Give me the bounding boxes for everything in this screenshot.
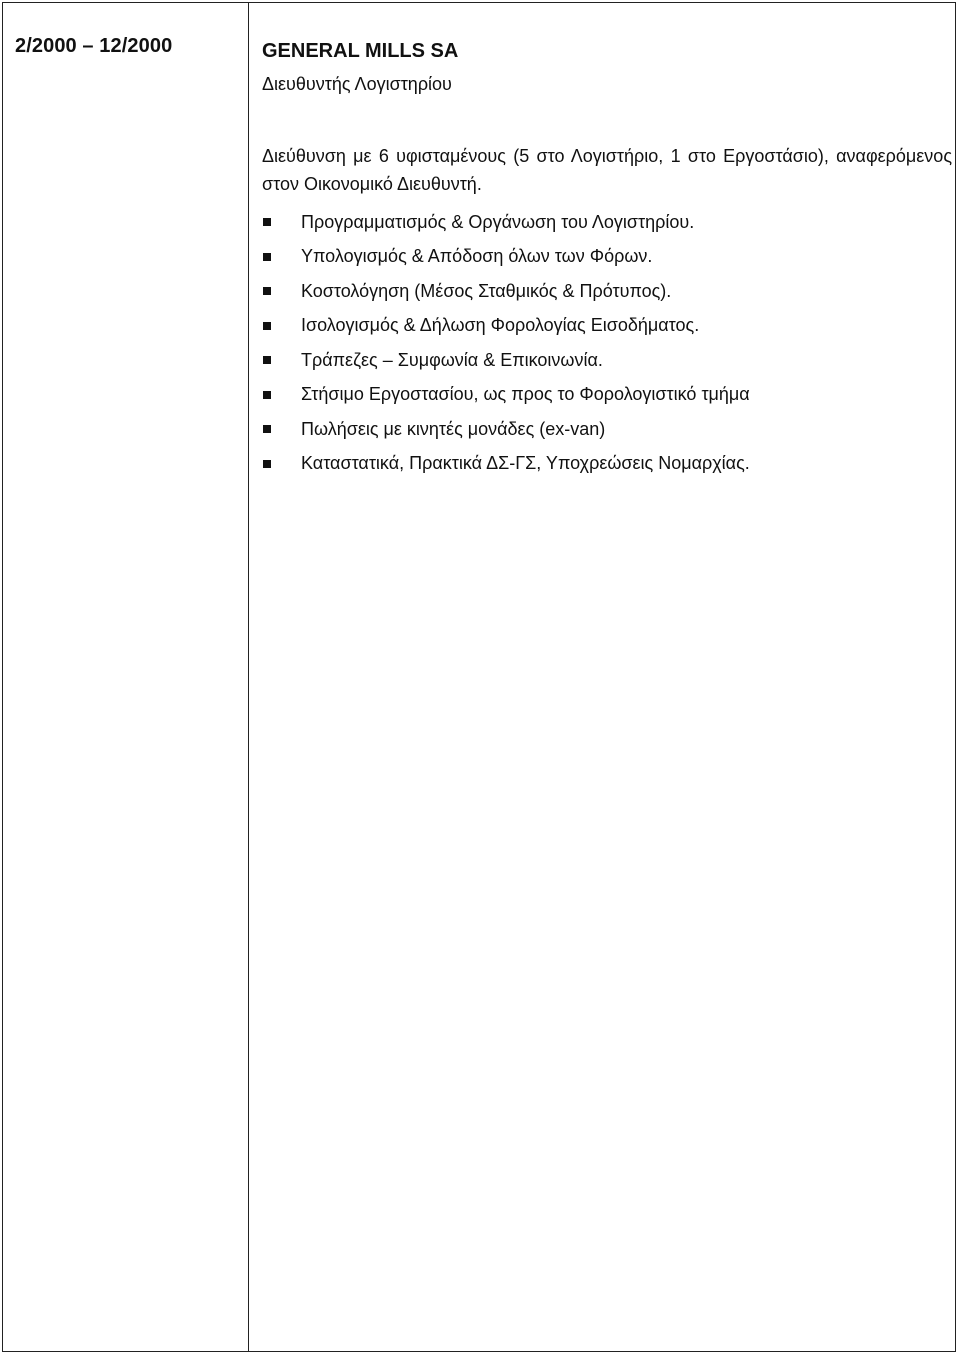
list-item-text: Στήσιμο Εργοστασίου, ως προς το Φορολογιστικό τμήμα xyxy=(301,384,750,405)
list-item xyxy=(262,205,952,240)
list-item-text: Κοστολόγηση (Μέσος Σταθμικός & Πρότυπος). xyxy=(301,280,672,301)
list-item-text: Προγραμματισμός & Οργάνωση του Λογιστηρίου. xyxy=(301,211,695,232)
square-bullet-icon xyxy=(263,218,271,226)
list-item-text: Υπολογισμός & Απόδοση όλων των Φόρων. xyxy=(301,246,653,267)
list-item xyxy=(262,274,952,309)
square-bullet-icon xyxy=(263,287,271,295)
list-item xyxy=(262,343,952,378)
details-column xyxy=(249,3,955,1351)
role-description: Διεύθυνση με 6 υφισταμένους (5 στο Λογιστήριο, 1 στο Εργοστάσιο), αναφερόμενος στον Οικονομικό Διευθυντή. xyxy=(262,146,952,194)
square-bullet-icon xyxy=(263,356,271,364)
list-item xyxy=(262,309,952,344)
cv-table xyxy=(2,2,956,1352)
list-item-text: Τράπεζες – Συμφωνία & Επικοινωνία. xyxy=(301,349,603,370)
company-name: GENERAL MILLS SA xyxy=(262,40,459,62)
list-item-text: Ισολογισμός & Δήλωση Φορολογίας Εισοδήματος. xyxy=(301,315,700,336)
list-item-text: Πωλήσεις με κινητές μονάδες (ex-van) xyxy=(301,418,606,439)
list-item xyxy=(262,447,952,482)
list-item xyxy=(262,240,952,275)
job-title: Διευθυντής Λογιστηρίου xyxy=(262,74,452,94)
square-bullet-icon xyxy=(263,253,271,261)
period-column xyxy=(3,3,249,1351)
list-item xyxy=(262,412,952,447)
list-item-text: Καταστατικά, Πρακτικά ΔΣ-ΓΣ, Υποχρεώσεις Νομαρχίας. xyxy=(301,453,750,474)
square-bullet-icon xyxy=(263,425,271,433)
employment-period: 2/2000 – 12/2000 xyxy=(15,35,173,57)
responsibilities-list xyxy=(262,205,952,481)
list-item xyxy=(262,378,952,413)
square-bullet-icon xyxy=(263,460,271,468)
square-bullet-icon xyxy=(263,322,271,330)
square-bullet-icon xyxy=(263,391,271,399)
